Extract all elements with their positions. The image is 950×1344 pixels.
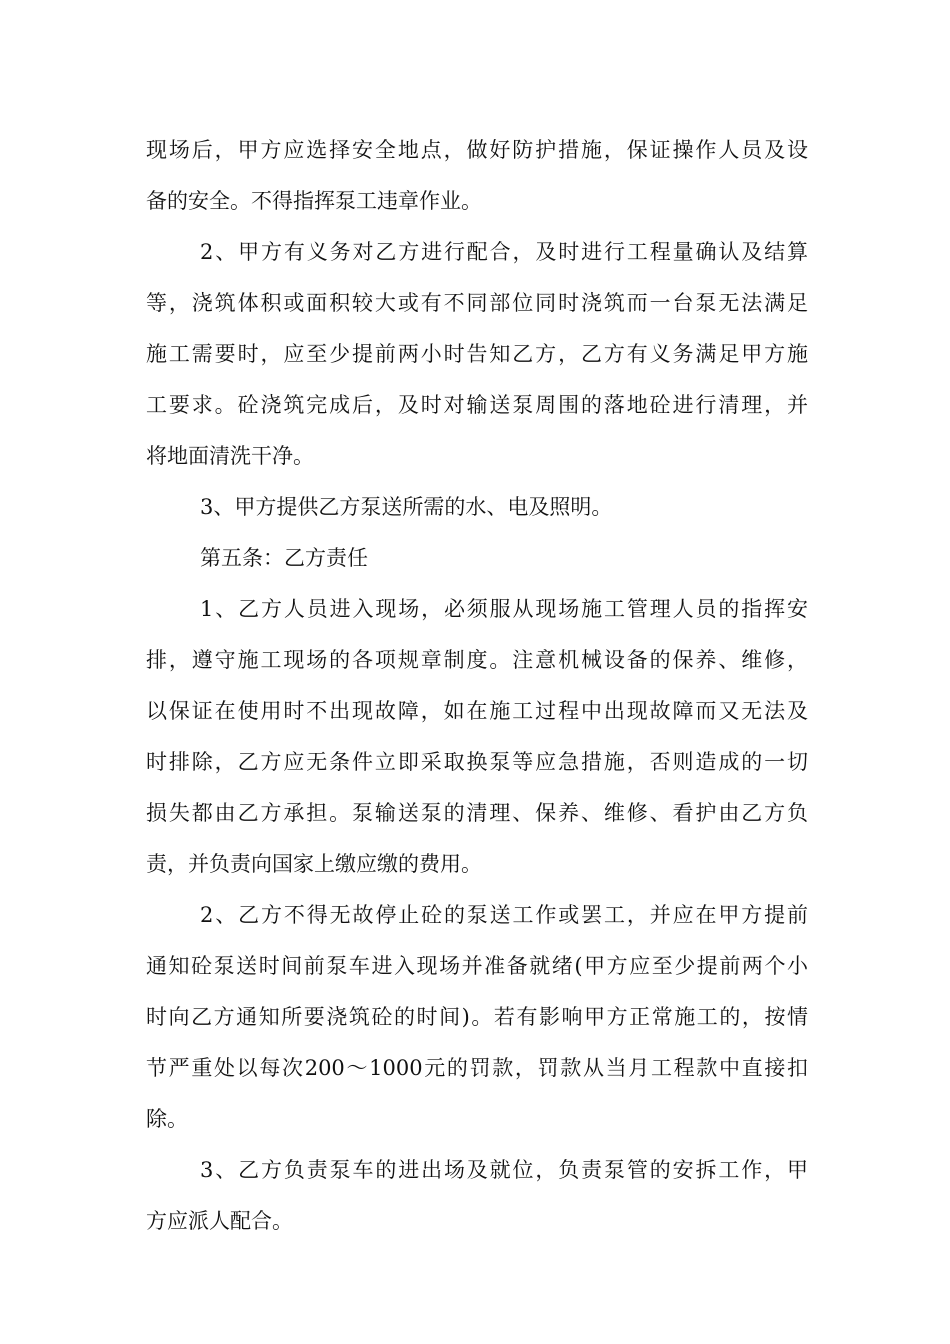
text-line: 将地面清洗干净。 [146, 444, 314, 468]
text-line: 通知砼泵送时间前泵车进入现场并准备就绪(甲方应至少提前两个小 [146, 954, 808, 978]
section-heading: 第五条：乙方责任 [200, 546, 368, 570]
text-line: 现场后，甲方应选择安全地点，做好防护措施，保证操作人员及设 [146, 138, 808, 162]
text-line: 节严重处以每次200～1000元的罚款，罚款从当月工程款中直接扣 [146, 1056, 808, 1080]
text-line: 排，遵守施工现场的各项规章制度。注意机械设备的保养、维修， [146, 648, 808, 672]
text-line: 2、甲方有义务对乙方进行配合，及时进行工程量确认及结算 [200, 240, 808, 264]
text-line: 除。 [146, 1107, 188, 1131]
text-line: 时向乙方通知所要浇筑砼的时间)。若有影响甲方正常施工的，按情 [146, 1005, 808, 1029]
text-line: 3、乙方负责泵车的进出场及就位，负责泵管的安拆工作，甲 [200, 1158, 808, 1182]
text-line: 1、乙方人员进入现场，必须服从现场施工管理人员的指挥安 [200, 597, 808, 621]
text-line: 损失都由乙方承担。泵输送泵的清理、保养、维修、看护由乙方负 [146, 801, 808, 825]
text-line: 时排除，乙方应无条件立即采取换泵等应急措施，否则造成的一切 [146, 750, 808, 774]
text-line: 以保证在使用时不出现故障，如在施工过程中出现故障而又无法及 [146, 699, 808, 723]
text-line: 责，并负责向国家上缴应缴的费用。 [146, 852, 482, 876]
text-line: 方应派人配合。 [146, 1209, 293, 1233]
text-line: 3、甲方提供乙方泵送所需的水、电及照明。 [200, 495, 613, 519]
text-line: 2、乙方不得无故停止砼的泵送工作或罢工，并应在甲方提前 [200, 903, 808, 927]
text-line: 等，浇筑体积或面积较大或有不同部位同时浇筑而一台泵无法满足 [146, 291, 808, 315]
text-line: 施工需要时，应至少提前两小时告知乙方，乙方有义务满足甲方施 [146, 342, 808, 366]
text-line: 工要求。砼浇筑完成后，及时对输送泵周围的落地砼进行清理，并 [146, 393, 808, 417]
text-line: 备的安全。不得指挥泵工违章作业。 [146, 189, 482, 213]
